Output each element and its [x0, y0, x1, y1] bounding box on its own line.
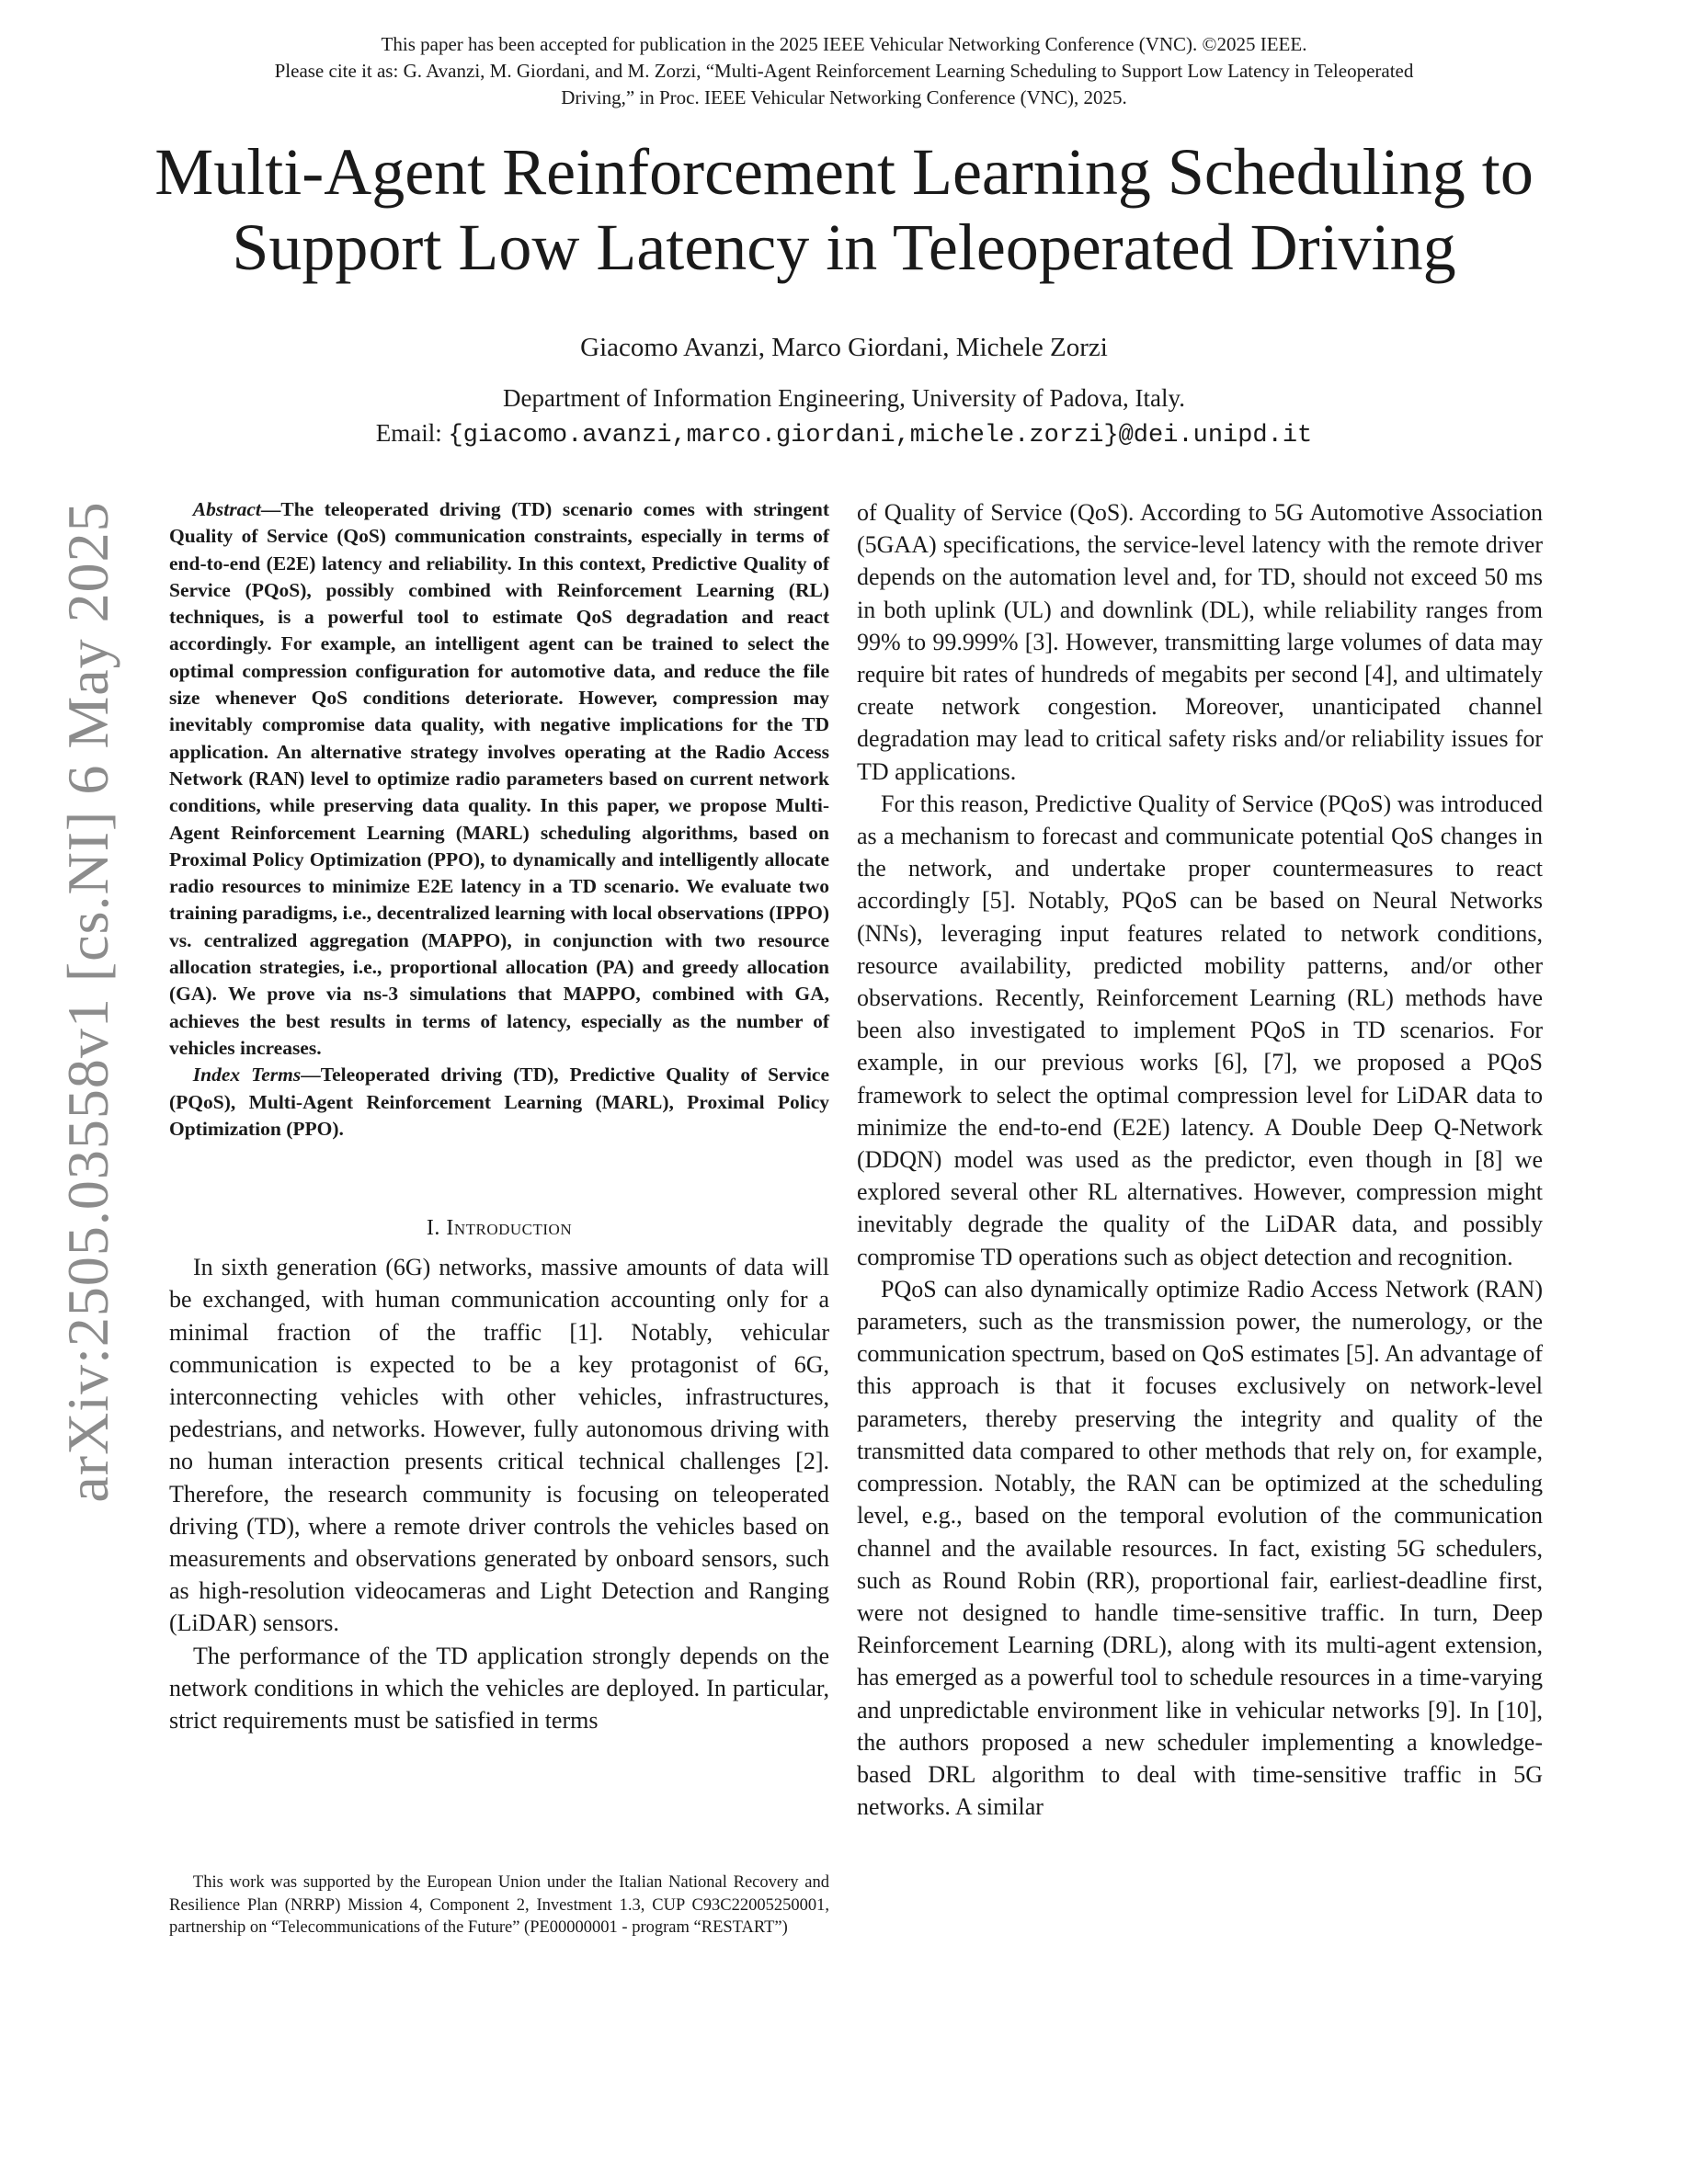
- section-heading-introduction: I. Introduction: [426, 1216, 573, 1241]
- index-terms-lead: Index Terms: [192, 1064, 302, 1086]
- email-line: [129, 416, 1559, 452]
- title-line-2: Support Low Latency in Teleoperated Driving: [232, 210, 1456, 284]
- left-column: [169, 496, 829, 1736]
- arxiv-identifier: arXiv:2505.03558v1 [cs.NI] 6 May 2025: [55, 501, 120, 1503]
- email-address: {giacomo.avanzi,marco.giordani,michele.zorzi}@dei.unipd.it: [448, 422, 1313, 449]
- affiliation: Department of Information Engineering, University of Padova, Italy.: [502, 384, 1186, 412]
- publication-notice: [129, 31, 1559, 111]
- notice-line-2: Please cite it as: G. Avanzi, M. Giordani, and M. Zorzi, “Multi-Agent Reinforcement Learning Scheduling to Support Low Latency in Teleoperated: [274, 60, 1414, 82]
- index-terms: [169, 1062, 829, 1143]
- intro-paragraph-2: The performance of the TD application strongly depends on the network conditions in which the vehicles are deployed. In particular, strict requirements must be satisfied in terms: [169, 1642, 829, 1734]
- author-list: Giacomo Avanzi, Marco Giordani, Michele Zorzi: [580, 333, 1108, 362]
- intro-paragraph-1: In sixth generation (6G) networks, massive amounts of data will be exchanged, with human communication accounting only for a minimal fraction of the traffic [1]. Notably, vehicular communication is expected to be a key protagonist of 6G, interconnecting vehicles with other vehicles, infrastructures, pedestrians, and networks. However, fully autonomous driving with no human interaction presents critical technical challenges [2]. Therefore, the research community is focusing on teleoperated driving (TD), where a remote driver controls the vehicles based on measurements and observations generated by onboard sensors, such as high-resolution videocameras and Light Detection and Ranging (LiDAR) sensors.: [169, 1254, 829, 1637]
- right-paragraph-3: PQoS can also dynamically optimize Radio Access Network (RAN) parameters, such as the transmission power, the numerology, or the communication spectrum, based on QoS estimates [5]. An advantage of this approach is that it focuses exclusively on network-level parameters, thereby preserving the integrity and quality of the transmitted data compared to other methods that rely on, for example, compression. Notably, the RAN can be optimized at the scheduling level, e.g., based on the temporal evolution of the communication channel and the available resources. In fact, existing 5G schedulers, such as Round Robin (RR), proportional fair, earliest-deadline first, were not designed to handle time-sensitive traffic. In turn, Deep Reinforcement Learning (DRL), along with its multi-agent extension, has emerged as a powerful tool to schedule resources in a time-varying and unpredictable environment like in vehicular networks [9]. In [10], the authors proposed a new scheduler implementing a knowledge-based DRL algorithm to deal with time-sensitive traffic in 5G networks. A similar: [857, 1275, 1543, 1821]
- funding-footnote: This work was supported by the European Union under the Italian National Recovery and Resilience Plan (NRRP) Mission 4, Component 2, Investment 1.3, CUP C93C22005250001, partnership on “Telecommunications of the Future” (PE00000001 - program “RESTART”): [169, 1873, 829, 1937]
- abstract-lead: Abstract: [192, 498, 261, 520]
- paper-title: [92, 134, 1596, 285]
- abstract-text: —The teleoperated driving (TD) scenario comes with stringent Quality of Service (QoS) communication constraints, especially in terms of end-to-end (E2E) latency and reliability. In this context, Predictive Quality of Service (PQoS), possibly combined with Reinforcement Learning (RL) techniques, is a powerful tool to estimate QoS degradation and react accordingly. For example, an intelligent agent can be trained to select the optimal compression configuration for automotive data, and reduce the file size whenever QoS conditions deteriorate. However, compression may inevitably compromise data quality, with negative implications for the TD application. An alternative strategy involves operating at the Radio Access Network (RAN) level to optimize radio parameters based on current network conditions, while preserving data quality. In this paper, we propose Multi-Agent Reinforcement Learning (MARL) scheduling algorithms, based on Proximal Policy Optimization (PPO), to dynamically and intelligently allocate radio resources to minimize E2E latency in a TD scenario. We evaluate two training paradigms, i.e., decentralized learning with local observations (IPPO) vs. centralized aggregation (MAPPO), in conjunction with two resource allocation strategies, i.e., proportional allocation (PA) and greedy allocation (GA). We prove via ns-3 simulations that MAPPO, combined with GA, achieves the best results in terms of latency, especially as the number of vehicles increases.: [169, 498, 829, 1059]
- title-line-1: Multi-Agent Reinforcement Learning Scheduling to: [154, 135, 1534, 209]
- notice-line-3: Driving,” in Proc. IEEE Vehicular Networking Conference (VNC), 2025.: [561, 86, 1127, 108]
- email-label: Email:: [375, 419, 449, 447]
- right-column: [857, 496, 1543, 1823]
- index-terms-text: —Teleoperated driving (TD), Predictive Quality of Service (PQoS), Multi-Agent Reinforcement Learning (MARL), Proximal Policy Optimization (PPO).: [169, 1064, 830, 1140]
- abstract: [169, 496, 829, 1062]
- notice-line-1: This paper has been accepted for publication in the 2025 IEEE Vehicular Networking Conference (VNC). ©2025 IEEE.: [381, 33, 1307, 55]
- right-paragraph-2: For this reason, Predictive Quality of Service (PQoS) was introduced as a mechanism to forecast and communicate potential QoS changes in the network, and undertake proper countermeasures to react accordingly [5]. Notably, PQoS can be based on Neural Networks (NNs), leveraging input features related to network conditions, resource availability, predicted mobility patterns, and/or other observations. Recently, Reinforcement Learning (RL) methods have been also investigated to implement PQoS in TD scenarios. For example, in our previous works [6], [7], we proposed a PQoS framework to select the optimal compression level for LiDAR data to minimize the end-to-end (E2E) latency. A Double Deep Q-Network (DDQN) model was used as the predictor, even though in [8] we explored several other RL alternatives. However, compression might inevitably degrade the quality of the LiDAR data, and possibly compromise TD operations such as object detection and recognition.: [857, 790, 1543, 1270]
- right-paragraph-1: of Quality of Service (QoS). According to 5G Automotive Association (5GAA) specifications, the service-level latency with the remote driver depends on the automation level and, for TD, should not exceed 50 ms in both uplink (UL) and downlink (DL), while reliability ranges from 99% to 99.999% [3]. However, transmitting large volumes of data may require bit rates of hundreds of megabits per second [4], and ultimately create network congestion. Moreover, unanticipated channel degradation may lead to critical safety risks and/or reliability issues for TD applications.: [857, 499, 1543, 785]
